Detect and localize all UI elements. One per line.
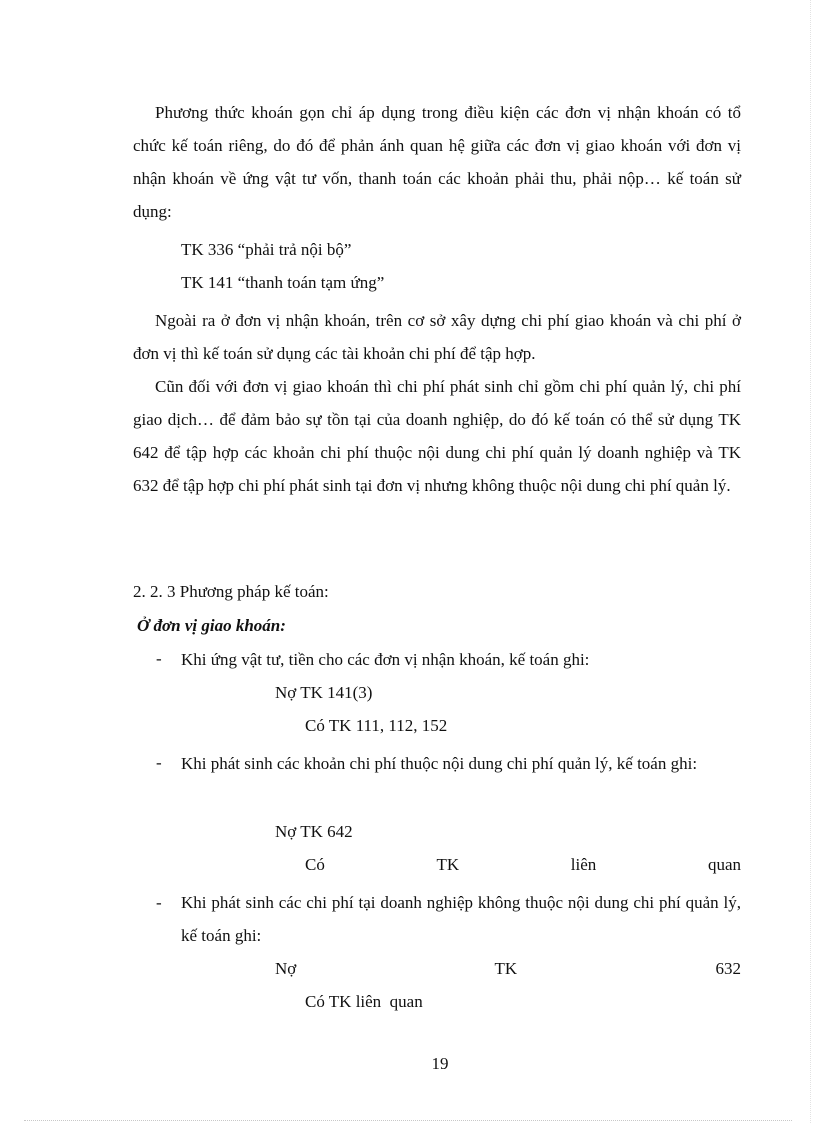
entry-word: Nợ — [275, 959, 297, 978]
right-dotted-rule — [810, 0, 811, 1123]
bullet-dash: - — [156, 649, 162, 668]
bullet-dash: - — [156, 753, 162, 772]
paragraph-intro: Phương thức khoán gọn chỉ áp dụng trong điều kiện các đơn vị nhận khoán có tổ chức kế toán riêng, do đó để phản ánh quan hệ giữa các đơn vị giao khoán với đơn vị nhận khoán về ứng vật tư vốn, thanh toán các khoản phải thu, phải nộp… kế toán sử dụng: — [133, 103, 741, 221]
bullet-dash: - — [156, 893, 162, 912]
entry-word: quan — [707, 855, 741, 874]
bottom-dotted-rule — [24, 1120, 792, 1121]
entry-word: TK — [436, 855, 460, 874]
bullet-text: Khi phát sinh các chi phí tại doanh nghiệp không thuộc nội dung chi phí quản lý, kế toán ghi: — [181, 893, 741, 945]
entry-debit: Nợ TK 642 — [275, 822, 353, 841]
entry-word: Có — [305, 855, 325, 874]
subheading-assigning-unit: Ở đơn vị giao khoán: — [137, 616, 286, 635]
page-number: 19 — [431, 1054, 449, 1073]
paragraph-receiving-unit: Ngoài ra ở đơn vị nhận khoán, trên cơ sở xây dựng chi phí giao khoán và chi phí ở đơn vị thì kế toán sử dụng các tài khoản chi phí để tập hợp. — [133, 311, 741, 363]
paragraph-assigning-unit: Cũn đối với đơn vị giao khoán thì chi phí phát sinh chỉ gồm chi phí quản lý, chi phí giao dịch… để đảm bảo sự tồn tại của doanh nghiệp, do đó kế toán có thể sử dụng TK 642 để tập hợp các khoản chi phí thuộc nội dung chi phí quản lý doanh nghiệp và TK 632 để tập hợp chi phí phát sinh tại đơn vị nhưng không thuộc nội dung chi phí quản lý. — [133, 377, 741, 495]
entry-credit: Có TK 111, 112, 152 — [305, 716, 448, 735]
entry-word: TK — [494, 959, 518, 978]
entry-credit: Có TK liên quan — [305, 992, 423, 1011]
entry-credit-justified — [305, 855, 741, 875]
bullet-text: Khi phát sinh các khoản chi phí thuộc nội dung chi phí quản lý, kế toán ghi: — [181, 754, 698, 773]
entry-word: liên — [570, 855, 597, 874]
bullet-text: Khi ứng vật tư, tiền cho các đơn vị nhận khoán, kế toán ghi: — [181, 650, 590, 669]
section-title: 2. 2. 3 Phương pháp kế toán: — [133, 582, 329, 601]
entry-debit: Nợ TK 141(3) — [275, 683, 373, 702]
entry-word: 632 — [715, 959, 741, 978]
account-tk336: TK 336 “phải trả nội bộ” — [181, 240, 352, 259]
account-tk141: TK 141 “thanh toán tạm ứng” — [181, 273, 385, 292]
entry-debit-justified — [275, 959, 741, 979]
